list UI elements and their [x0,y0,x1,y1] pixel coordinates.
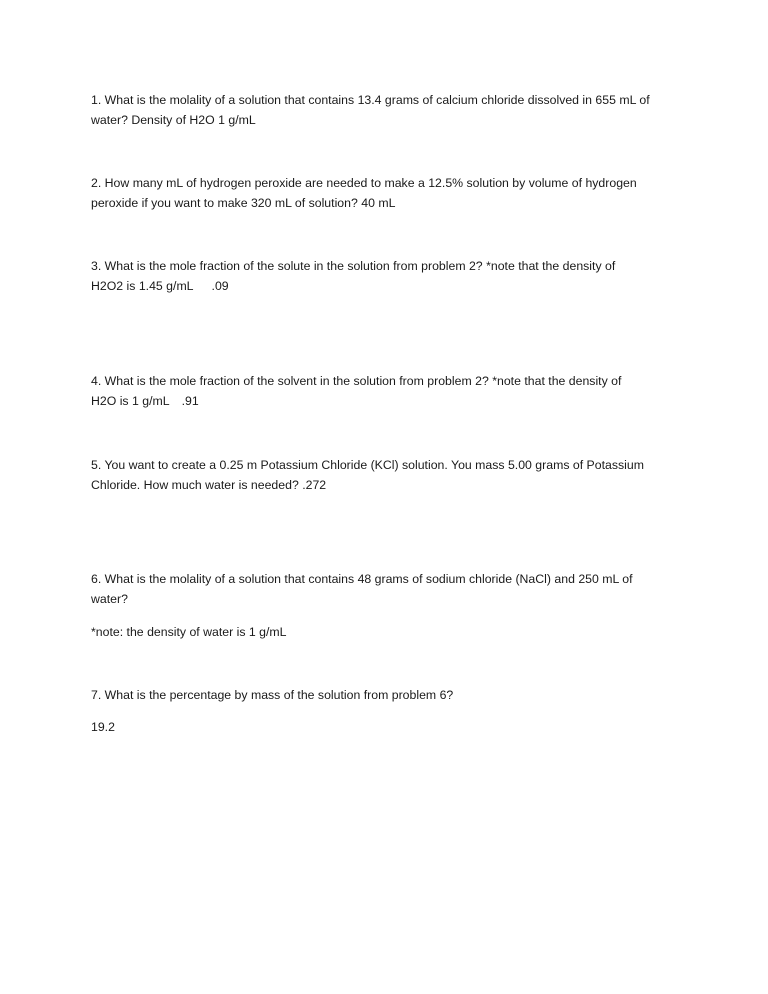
question-7-answer-text: 19.2 [91,720,115,734]
question-1-line2: water? Density of H2O 1 g/mL [91,113,256,127]
question-6-note [91,622,681,642]
question-5 [91,455,681,495]
question-4-line2: H2O is 1 g/mL [91,394,170,408]
question-1 [91,90,681,130]
question-5-line2: Chloride. How much water is needed? .272 [91,478,327,492]
question-3-line1: 3. What is the mole fraction of the solute in the solution from problem 2? *note that the density of [91,259,616,273]
question-7-answer [91,717,681,737]
question-1-line1: 1. What is the molality of a solution that contains 13.4 grams of calcium chloride dissolved in 655 mL of [91,93,650,107]
question-5-line1: 5. You want to create a 0.25 m Potassium Chloride (KCl) solution. You mass 5.00 grams of Potassium [91,458,644,472]
question-3 [91,256,681,296]
question-7-line1: 7. What is the percentage by mass of the solution from problem 6? [91,688,454,702]
question-6-line2: water? [91,592,128,606]
question-6-line1: 6. What is the molality of a solution that contains 48 grams of sodium chloride (NaCl) and 250 mL of [91,572,633,586]
question-3-line2: H2O2 is 1.45 g/mL [91,279,194,293]
question-4-line1: 4. What is the mole fraction of the solvent in the solution from problem 2? *note that the density of [91,374,622,388]
question-2-line2: peroxide if you want to make 320 mL of solution? 40 mL [91,196,396,210]
question-4-answer: .91 [181,394,199,408]
question-6-note-text: *note: the density of water is 1 g/mL [91,625,287,639]
question-7 [91,685,681,705]
question-6 [91,569,681,609]
question-2-line1: 2. How many mL of hydrogen peroxide are needed to make a 12.5% solution by volume of hydrogen [91,176,637,190]
question-4 [91,371,681,411]
question-2 [91,173,681,213]
question-3-answer: .09 [211,279,229,293]
